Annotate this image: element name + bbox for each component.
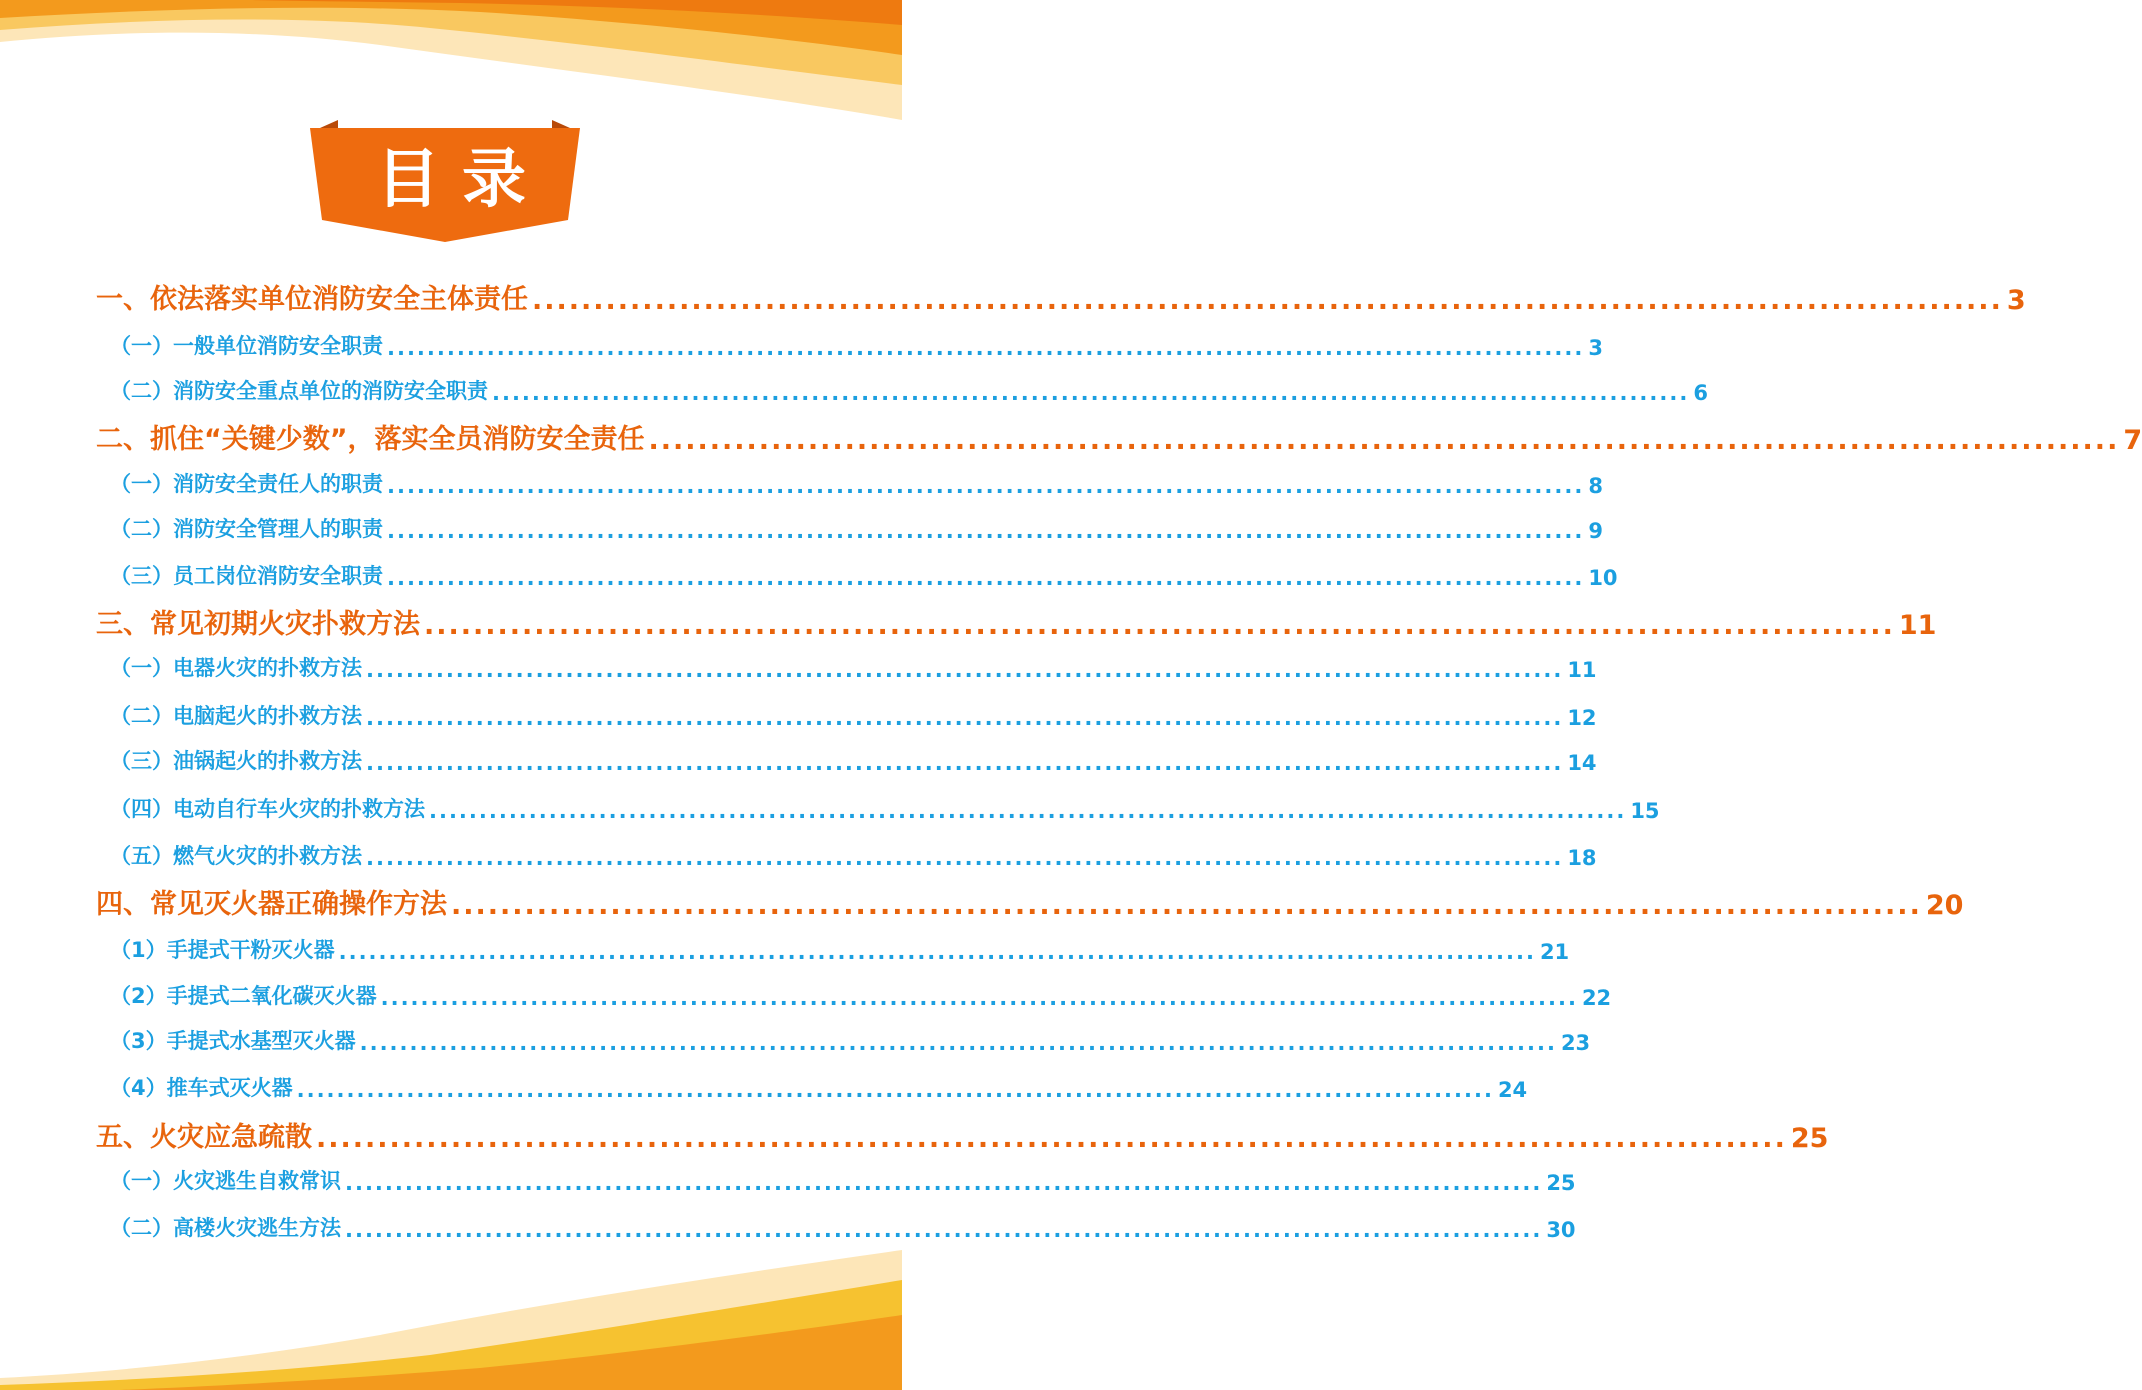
toc-entry-label: （一）消防安全责任人的职责 — [110, 472, 383, 496]
toc-entry-label: （三）油锅起火的扑救方法 — [110, 749, 362, 773]
toc-entry-label: （二）消防安全管理人的职责 — [110, 517, 383, 541]
toc-page-number: 9 — [1588, 519, 1603, 543]
toc-page-number: 7 — [2123, 425, 2142, 456]
toc-section-entry[interactable] — [96, 420, 2142, 456]
toc-page-number: 11 — [1898, 610, 1937, 641]
toc-entry-label: （二）电脑起火的扑救方法 — [110, 704, 362, 728]
toc-dot-leader: ........................................................................................................................ — [380, 986, 1578, 1010]
toc-dot-leader: ........................................................................................................................ — [387, 566, 1585, 590]
toc-entry-label: （1）手提式干粉灭火器 — [110, 938, 335, 962]
toc-section-entry[interactable] — [96, 885, 1964, 921]
toc-page-number: 24 — [1497, 1078, 1528, 1102]
toc-subsection-entry[interactable] — [110, 652, 1597, 682]
toc-page-number: 20 — [1925, 890, 1964, 921]
toc-entry-label: 一、依法落实单位消防安全主体责任 — [96, 284, 528, 315]
toc-section-entry[interactable] — [96, 280, 2026, 316]
toc-entry-label: （五）燃气火灾的扑救方法 — [110, 844, 362, 868]
page-title: 目录 — [376, 143, 548, 217]
toc-page-number: 10 — [1588, 566, 1618, 590]
toc-subsection-entry[interactable] — [110, 1025, 1591, 1055]
toc-dot-leader: ........................................................................................................................ — [387, 336, 1585, 360]
toc-subsection-entry[interactable] — [110, 560, 1618, 590]
toc-entry-label: （一）电器火灾的扑救方法 — [110, 656, 362, 680]
toc-page-number: 15 — [1630, 799, 1660, 823]
toc-entry-label: 三、常见初期火灾扑救方法 — [96, 609, 420, 640]
toc-page-number: 3 — [1588, 336, 1603, 360]
toc-dot-leader: ........................................................................................................................ — [366, 846, 1564, 870]
toc-section-entry[interactable] — [96, 605, 1937, 641]
toc-dot-leader: ........................................................................................................................ — [316, 1123, 1787, 1154]
toc-subsection-entry[interactable] — [110, 1212, 1576, 1242]
toc-page-number: 18 — [1567, 846, 1597, 870]
toc-subsection-entry[interactable] — [110, 700, 1597, 730]
toc-page-number: 25 — [1790, 1123, 1829, 1154]
toc-page-number: 14 — [1567, 751, 1597, 775]
toc-page-number: 21 — [1539, 940, 1570, 964]
toc-dot-leader: ........................................................................................................................ — [492, 381, 1690, 405]
toc-entry-label: 二、抓住“关键少数”，落实全员消防安全责任 — [96, 424, 645, 455]
toc-dot-leader: ........................................................................................................................ — [648, 425, 2120, 456]
toc-subsection-entry[interactable] — [110, 375, 1708, 405]
toc-dot-leader: ........................................................................................................................ — [366, 751, 1564, 775]
toc-subsection-entry[interactable] — [110, 1072, 1528, 1102]
toc-page-number: 11 — [1567, 658, 1597, 682]
toc-dot-leader: ........................................................................................................................ — [296, 1078, 1494, 1102]
toc-entry-label: 五、火灾应急疏散 — [96, 1122, 312, 1153]
toc-entry-label: （二）高楼火灾逃生方法 — [110, 1216, 341, 1240]
toc-dot-leader: ........................................................................................................................ — [359, 1031, 1557, 1055]
bottom-wave-decoration — [0, 1240, 902, 1390]
toc-subsection-entry[interactable] — [110, 745, 1597, 775]
toc-dot-leader: ........................................................................................................................ — [366, 658, 1564, 682]
toc-page-number: 30 — [1546, 1218, 1576, 1242]
toc-entry-label: （四）电动自行车火灾的扑救方法 — [110, 797, 425, 821]
toc-dot-leader: ........................................................................................................................ — [338, 940, 1536, 964]
toc-dot-leader: ........................................................................................................................ — [366, 706, 1564, 730]
toc-entry-label: （三）员工岗位消防安全职责 — [110, 564, 383, 588]
toc-subsection-entry[interactable] — [110, 840, 1597, 870]
toc-entry-label: （2）手提式二氧化碳灭火器 — [110, 984, 377, 1008]
toc-dot-leader: ........................................................................................................................ — [345, 1171, 1543, 1195]
toc-subsection-entry[interactable] — [110, 793, 1660, 823]
toc-entry-label: （一）一般单位消防安全职责 — [110, 334, 383, 358]
toc-subsection-entry[interactable] — [110, 980, 1612, 1010]
toc-dot-leader: ........................................................................................................................ — [532, 285, 2003, 316]
toc-subsection-entry[interactable] — [110, 934, 1570, 964]
toc-entry-label: 四、常见灭火器正确操作方法 — [96, 889, 447, 920]
toc-subsection-entry[interactable] — [110, 330, 1603, 360]
toc-dot-leader: ........................................................................................................................ — [387, 519, 1585, 543]
toc-entry-label: （4）推车式灭火器 — [110, 1076, 293, 1100]
toc-dot-leader: ........................................................................................................................ — [451, 890, 1922, 921]
toc-dot-leader: ........................................................................................................................ — [424, 610, 1895, 641]
toc-page-number: 12 — [1567, 706, 1597, 730]
toc-entry-label: （二）消防安全重点单位的消防安全职责 — [110, 379, 488, 403]
toc-entry-label: （一）火灾逃生自救常识 — [110, 1169, 341, 1193]
toc-page-number: 25 — [1546, 1171, 1576, 1195]
toc-page-number: 3 — [2006, 285, 2026, 316]
toc-section-entry[interactable] — [96, 1118, 1829, 1154]
toc-page-number: 6 — [1693, 381, 1708, 405]
toc-subsection-entry[interactable] — [110, 468, 1603, 498]
toc-dot-leader: ........................................................................................................................ — [345, 1218, 1543, 1242]
toc-page-number: 23 — [1560, 1031, 1591, 1055]
toc-subsection-entry[interactable] — [110, 513, 1603, 543]
toc-entry-label: （3）手提式水基型灭火器 — [110, 1029, 356, 1053]
toc-page-number: 22 — [1581, 986, 1612, 1010]
top-wave-decoration — [0, 0, 902, 140]
toc-dot-leader: ........................................................................................................................ — [429, 799, 1627, 823]
toc-dot-leader: ........................................................................................................................ — [387, 474, 1585, 498]
toc-page-number: 8 — [1588, 474, 1603, 498]
toc-subsection-entry[interactable] — [110, 1165, 1576, 1195]
